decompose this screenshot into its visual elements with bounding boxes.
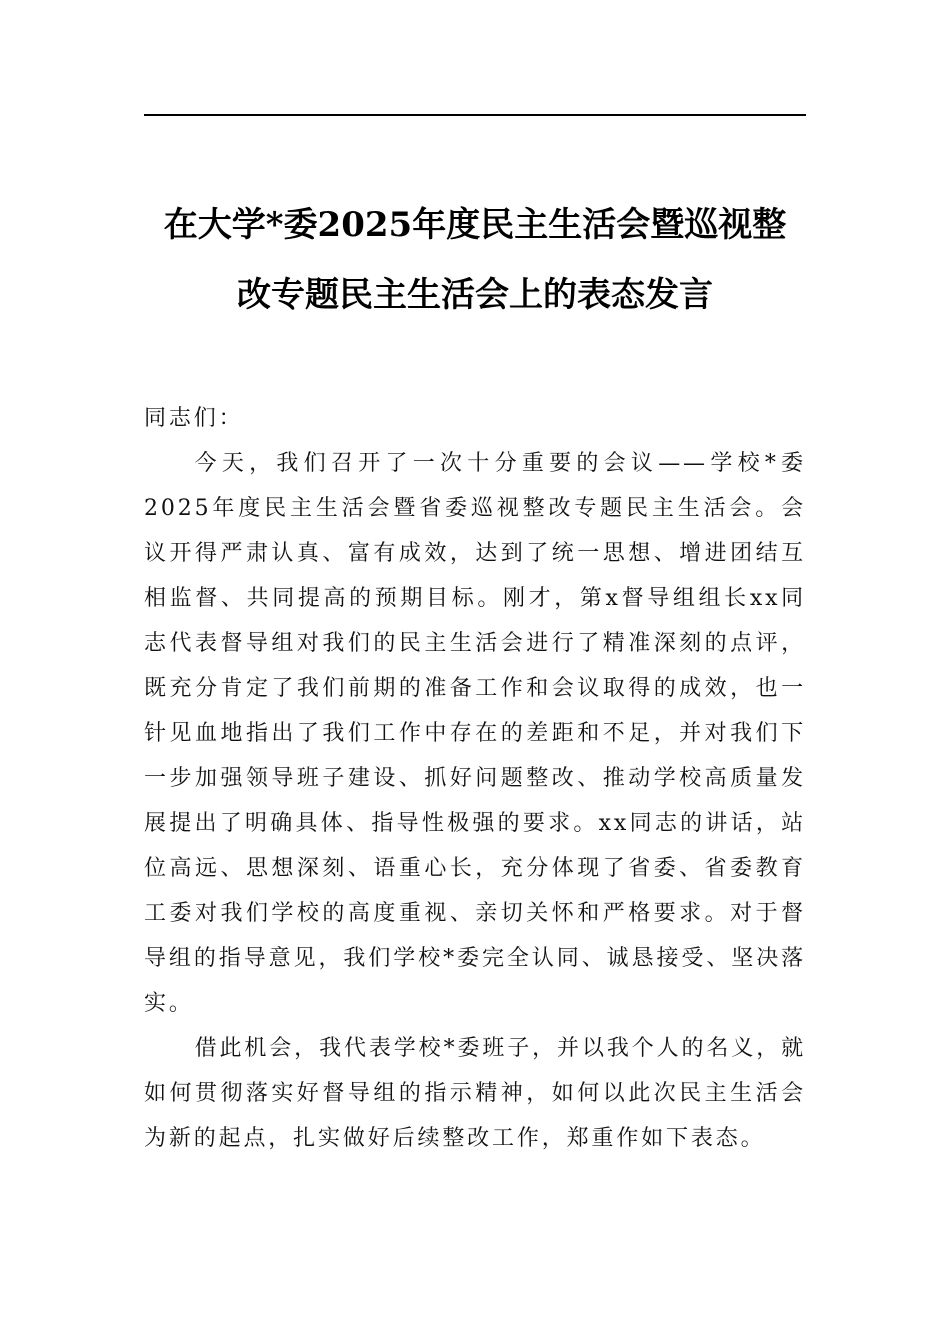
paragraph-2: 借此机会，我代表学校*委班子，并以我个人的名义，就如何贯彻落实好督导组的指示精神，如何以此次民主生活会为新的起点，扎实做好后续整改工作，郑重作如下表态。 [144, 1036, 806, 1151]
header-rule [144, 114, 806, 116]
salutation: 同志们： [144, 406, 244, 431]
document-title [144, 190, 806, 330]
title-line-2: 改专题民主生活会上的表态发言 [237, 275, 713, 315]
title-line-1: 在大学*委2025年度民主生活会暨巡视整 [163, 205, 787, 245]
paragraph-1: 今天，我们召开了一次十分重要的会议——学校*委2025年度民主生活会暨省委巡视整改专题民主生活会。会议开得严肃认真、富有成效，达到了统一思想、增进团结互相监督、共同提高的预期目标。刚才，第x督导组组长xx同志代表督导组对我们的民主生活会进行了精准深刻的点评，既充分肯定了我们前期的准备工作和会议取得的成效，也一针见血地指出了我们工作中存在的差距和不足，并对我们下一步加强领导班子建设、抓好问题整改、推动学校高质量发展提出了明确具体、指导性极强的要求。xx同志的讲话，站位高远、思想深刻、语重心长，充分体现了省委、省委教育工委对我们学校的高度重视、亲切关怀和严格要求。对于督导组的指导意见，我们学校*委完全认同、诚恳接受、坚决落实。 [144, 451, 806, 1016]
document-body [144, 396, 806, 1161]
